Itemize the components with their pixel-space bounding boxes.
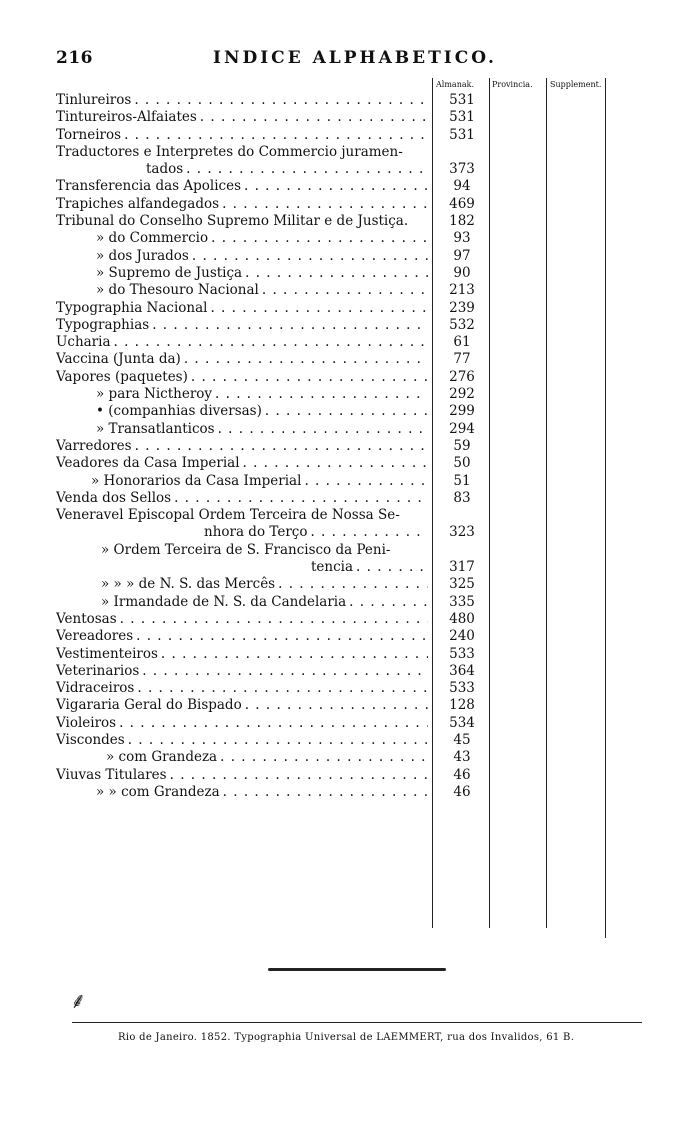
column-divider: [605, 78, 606, 938]
index-entry: [56, 542, 496, 559]
entry-text: » Ordem Terceira de S. Francisco da Peni-: [101, 542, 394, 558]
entry-text: Vapores (paquetes): [56, 369, 191, 385]
entry-label: [56, 680, 428, 697]
page-reference: 533: [449, 645, 475, 662]
entry-text: Trapiches alfandegados: [56, 196, 222, 212]
entry-text: Viuvas Titulares: [56, 767, 170, 783]
page-reference: 83: [453, 489, 471, 506]
entry-text: Ucharia: [56, 334, 114, 350]
entry-text: Veterinarios: [56, 663, 142, 679]
entry-label: [146, 161, 428, 178]
entry-text: Tinlureiros: [56, 92, 134, 108]
page-reference: 128: [449, 697, 475, 714]
entry-label: [96, 230, 428, 247]
entry-label: [56, 317, 428, 334]
index-entry: [56, 317, 496, 334]
page-reference: 77: [453, 351, 471, 368]
index-entry: [56, 576, 496, 593]
page-reference: 480: [449, 610, 475, 627]
entry-text: » Irmandade de N. S. da Candelaria: [101, 594, 349, 610]
entry-text: » com Grandeza: [106, 749, 220, 765]
entry-text: Violeiros: [56, 715, 119, 731]
entry-label: [56, 732, 428, 749]
index-entry: [56, 611, 496, 628]
entry-text: tados: [146, 161, 186, 177]
entry-label: [101, 576, 428, 593]
page-title: INDICE ALPHABETICO.: [213, 48, 497, 68]
page-reference: 533: [449, 680, 475, 697]
entry-text: » para Nictheroy: [96, 386, 215, 402]
page-reference: 335: [449, 593, 475, 610]
index-entry: [56, 109, 496, 126]
entry-label: [56, 369, 428, 386]
index-entry: [56, 749, 496, 766]
page-reference: 59: [453, 437, 471, 454]
footer-divider: [72, 1022, 642, 1023]
entry-label: [56, 490, 428, 507]
index-entry: [56, 473, 496, 490]
page-reference: 364: [449, 662, 475, 679]
page-reference: 97: [453, 247, 471, 264]
index-entry: [56, 213, 496, 230]
page-reference: 239: [449, 299, 475, 316]
page-reference: 532: [449, 316, 475, 333]
index-entry: [56, 784, 496, 801]
ink-mark: ⸙: [70, 989, 87, 1014]
entry-label: [56, 196, 428, 213]
page-reference: 292: [449, 386, 475, 403]
page-reference: 93: [453, 230, 471, 247]
page-reference: 46: [453, 766, 471, 783]
page-reference: 276: [449, 368, 475, 385]
page-reference: 299: [449, 403, 475, 420]
page-reference: 51: [453, 472, 471, 489]
entry-label: [96, 282, 428, 299]
index-entry: [56, 732, 496, 749]
entry-text: » do Thesouro Nacional: [96, 282, 262, 298]
index-entry: [56, 230, 496, 247]
entry-text: Ventosas: [56, 611, 120, 627]
entry-label: [96, 248, 428, 265]
entry-text: Veneravel Episcopal Ordem Terceira de Nossa Se-: [56, 507, 403, 523]
entry-text: Venda dos Sellos: [56, 490, 174, 506]
index-entry: [56, 767, 496, 784]
entry-text: Torneiros: [56, 127, 124, 143]
entry-text: Viscondes: [56, 732, 128, 748]
entry-label: [56, 697, 428, 714]
entry-label: [56, 438, 428, 455]
page-reference: 94: [453, 178, 471, 195]
index-entry: [56, 438, 496, 455]
index-entry: [56, 282, 496, 299]
index-entry: [56, 265, 496, 282]
entry-label: [56, 178, 428, 195]
entry-label: [96, 421, 428, 438]
entry-text: Tintureiros-Alfaiates: [56, 109, 200, 125]
index-entry: [56, 646, 496, 663]
entry-label: [106, 749, 428, 766]
index-list: [56, 92, 496, 801]
index-entry: [56, 715, 496, 732]
column-header-provincia: Provincia.: [492, 80, 533, 89]
entry-text: Veadores da Casa Imperial: [56, 455, 243, 471]
entry-label: [96, 265, 428, 282]
entry-text: Typographia Nacional: [56, 300, 210, 316]
page-reference: 323: [449, 524, 475, 541]
entry-label: [56, 663, 428, 680]
index-entry: [56, 92, 496, 109]
entry-text: Traductores e Interpretes do Commercio juramen-: [56, 144, 406, 160]
index-entry: [56, 248, 496, 265]
entry-label: [56, 646, 428, 663]
index-entry: [56, 386, 496, 403]
entry-label: [91, 473, 428, 490]
entry-text: » Supremo de Justiça: [96, 265, 245, 281]
entry-label: [96, 403, 428, 420]
entry-text: » Honorarios da Casa Imperial: [91, 473, 304, 489]
page-reference: 240: [449, 628, 475, 645]
page-reference: 373: [449, 161, 475, 178]
index-entry: [56, 628, 496, 645]
index-entry: [56, 127, 496, 144]
index-entry: [56, 594, 496, 611]
entry-label: [56, 455, 428, 472]
index-entry: [56, 300, 496, 317]
page-reference: 43: [453, 749, 471, 766]
entry-text: » dos Jurados: [96, 248, 192, 264]
entry-label: [101, 594, 428, 611]
entry-text: Vigararia Geral do Bispado: [56, 697, 245, 713]
column-header-supplement: Supplement.: [550, 80, 602, 89]
index-entry: [56, 334, 496, 351]
index-entry: [56, 507, 496, 524]
page-reference: 534: [449, 714, 475, 731]
index-entry: [56, 196, 496, 213]
page-reference: 531: [449, 126, 475, 143]
page-reference: 46: [453, 783, 471, 800]
entry-text: » Transatlanticos: [96, 421, 218, 437]
index-entry: [56, 455, 496, 472]
page-reference: 50: [453, 455, 471, 472]
page-reference: 531: [449, 109, 475, 126]
entry-label: [56, 628, 428, 645]
entry-text: Tribunal do Conselho Supremo Militar e de Justiça.: [56, 213, 411, 229]
page-reference: 317: [449, 559, 475, 576]
page-reference: 294: [449, 420, 475, 437]
entry-label: [56, 144, 428, 161]
page-reference: 213: [449, 282, 475, 299]
page-number: 216: [56, 48, 93, 68]
column-header-almanak: Almanak.: [436, 80, 475, 89]
entry-text: nhora do Terço: [204, 524, 310, 540]
page-reference: 325: [449, 576, 475, 593]
index-entry: [56, 144, 496, 161]
entry-label: [311, 559, 428, 576]
entry-text: » » com Grandeza: [96, 784, 223, 800]
page-reference: 90: [453, 264, 471, 281]
entry-text: • (companhias diversas): [96, 403, 265, 419]
entry-label: [56, 507, 428, 524]
entry-text: Typographias: [56, 317, 152, 333]
index-entry: [56, 351, 496, 368]
entry-text: Transferencia das Apolices: [56, 178, 244, 194]
entry-label: [56, 109, 428, 126]
entry-label: [56, 767, 428, 784]
page-reference: 531: [449, 92, 475, 108]
entry-label: [56, 715, 428, 732]
entry-text: » do Commercio: [96, 230, 211, 246]
entry-text: Vaccina (Junta da): [56, 351, 184, 367]
entry-label: [56, 334, 428, 351]
entry-text: tencia: [311, 559, 356, 575]
entry-text: Vestimenteiros: [56, 646, 161, 662]
column-divider: [546, 78, 547, 928]
index-entry: [56, 369, 496, 386]
entry-label: [96, 386, 428, 403]
entry-label: [56, 213, 428, 230]
index-entry: [56, 403, 496, 420]
index-entry: [56, 161, 496, 178]
index-entry: [56, 663, 496, 680]
entry-label: [101, 542, 428, 559]
decorative-rule: [268, 968, 446, 971]
index-entry: [56, 697, 496, 714]
entry-text: » » » de N. S. das Mercês: [101, 576, 278, 592]
index-entry: [56, 421, 496, 438]
entry-label: [56, 351, 428, 368]
page-reference: 61: [453, 334, 471, 351]
index-entry: [56, 178, 496, 195]
entry-label: [56, 300, 428, 317]
page-reference: 45: [453, 731, 471, 748]
page-reference: 182: [449, 213, 475, 230]
entry-text: Vereadores: [56, 628, 136, 644]
index-entry: [56, 559, 496, 576]
entry-label: [204, 524, 428, 541]
imprint-footer: Rio de Janeiro. 1852. Typographia Universal de LAEMMERT, rua dos Invalidos, 61 B.: [118, 1032, 575, 1043]
page-reference: 469: [449, 195, 475, 212]
entry-label: [56, 92, 428, 109]
index-entry: [56, 680, 496, 697]
entry-label: [56, 127, 428, 144]
index-entry: [56, 490, 496, 507]
entry-text: Vidraceiros: [56, 680, 137, 696]
entry-label: [56, 611, 428, 628]
entry-label: [96, 784, 428, 801]
index-entry: [56, 524, 496, 541]
entry-text: Varredores: [56, 438, 135, 454]
